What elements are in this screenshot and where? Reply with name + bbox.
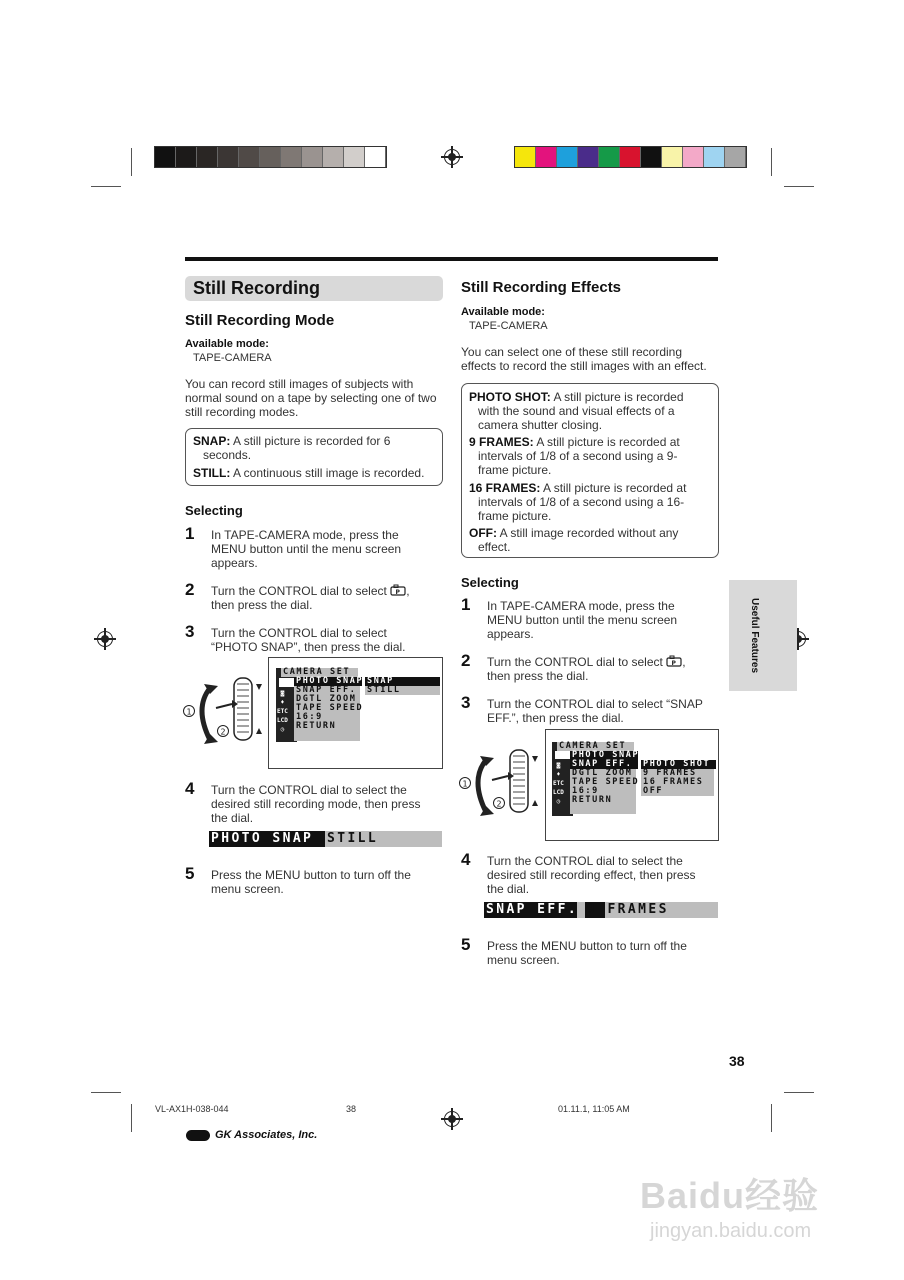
- step-text: Turn the CONTROL dial to select P , then press the dial.: [487, 655, 686, 683]
- step-text: Turn the CONTROL dial to select P , then press the dial.: [211, 584, 410, 612]
- definition-9-frames: 9 FRAMES: A still picture is recorded at intervals of 1/8 of a second using a 9- frame picture.: [469, 435, 680, 477]
- color-swatch: [344, 147, 365, 167]
- available-label: Available mode:: [185, 338, 269, 350]
- option-items: [643, 769, 703, 796]
- screen-display: [209, 831, 442, 847]
- section-title-box: [185, 276, 443, 301]
- step-number: 5: [461, 935, 471, 954]
- step-number: 2: [461, 651, 471, 670]
- mode-heading: Still Recording Mode: [185, 312, 335, 329]
- available-value: TAPE-CAMERA: [193, 352, 272, 364]
- option-off[interactable]: OFF: [643, 786, 664, 796]
- available-value: TAPE-CAMERA: [469, 320, 548, 332]
- menu-item-dgtl-zoom[interactable]: DGTL ZOOM: [572, 768, 633, 778]
- color-swatch: [599, 147, 620, 167]
- photo-camera-icon: [390, 584, 406, 596]
- control-dial-illustration: [180, 670, 270, 750]
- color-swatch: [281, 147, 302, 167]
- available-label: Available mode:: [461, 306, 545, 318]
- step-text: Turn the CONTROL dial to select “SNAP EFF.”, then press the dial.: [487, 697, 703, 725]
- crop-mark: [131, 1104, 132, 1132]
- menu-item-photo-snap[interactable]: PHOTO SNAP: [296, 676, 364, 686]
- color-swatch: [365, 147, 386, 167]
- crop-mark: [771, 1104, 772, 1132]
- color-swatch: [662, 147, 683, 167]
- menu-item-tape-speed[interactable]: TAPE SPEED: [572, 777, 640, 787]
- definition-photo-shot: PHOTO SHOT: A still picture is recorded with the sound and visual effects of a camera shutter closing.: [469, 390, 684, 432]
- color-swatch: [620, 147, 641, 167]
- intro-text: You can record still images of subjects with normal sound on a tape by selecting one of two still recording modes.: [185, 377, 437, 419]
- footer-page: 38: [346, 1104, 357, 1114]
- crop-mark: [784, 186, 814, 187]
- svg-text:1: 1: [462, 779, 468, 789]
- svg-text:1: 1: [186, 707, 192, 717]
- menu-screen: [268, 657, 443, 769]
- crop-mark: [131, 148, 132, 176]
- photo-camera-icon: [666, 655, 682, 667]
- crop-mark: [91, 186, 121, 187]
- control-dial-illustration: [456, 742, 546, 822]
- footer-file: VL-AX1H-038-044: [155, 1104, 229, 1114]
- effects-heading: Still Recording Effects: [461, 279, 622, 296]
- color-swatch: [155, 147, 176, 167]
- crop-mark: [91, 1092, 121, 1093]
- display-label: SNAP EFF.: [486, 902, 579, 917]
- registration-mark-icon: [441, 1108, 463, 1130]
- step-number: 3: [461, 693, 471, 712]
- selecting-heading: Selecting: [185, 503, 243, 518]
- side-tab: [729, 580, 797, 691]
- step-number: 1: [461, 595, 471, 614]
- step-text: Turn the CONTROL dial to select “PHOTO SNAP”, then press the dial.: [211, 626, 406, 654]
- svg-text:P: P: [395, 589, 401, 596]
- svg-text:P: P: [671, 660, 677, 667]
- definition-snap: SNAP: A still picture is recorded for 6 seconds.: [193, 434, 391, 462]
- color-calibration-bar: [514, 146, 747, 168]
- menu-item-snap-eff[interactable]: SNAP EFF.: [296, 685, 357, 695]
- color-swatch: [578, 147, 599, 167]
- definition-16-frames: 16 FRAMES: A still picture is recorded at intervals of 1/8 of a second using a 16- frame picture.: [469, 481, 687, 523]
- color-swatch: [197, 147, 218, 167]
- menu-item-dgtl-zoom[interactable]: DGTL ZOOM: [296, 694, 357, 704]
- color-swatch: [641, 147, 662, 167]
- option-9-frames[interactable]: 9 FRAMES: [643, 768, 697, 778]
- menu-header: CAMERA SET: [557, 742, 634, 751]
- page-number: 38: [729, 1053, 745, 1069]
- color-swatch: [239, 147, 260, 167]
- svg-text:2: 2: [220, 727, 226, 737]
- color-swatch: [725, 147, 746, 167]
- gray-calibration-bar: [154, 146, 387, 168]
- color-swatch: [704, 147, 725, 167]
- definition-off: OFF: A still image recorded without any effect.: [469, 526, 679, 554]
- selecting-heading: Selecting: [461, 575, 519, 590]
- option-photo-shot[interactable]: PHOTO SHOT: [641, 760, 716, 769]
- definition-still: STILL: A continuous still image is recorded.: [193, 466, 425, 480]
- color-swatch: [176, 147, 197, 167]
- menu-items: [296, 686, 363, 731]
- section-title: Still Recording: [193, 278, 321, 298]
- step-text: In TAPE-CAMERA mode, press the MENU button until the menu screen appears.: [211, 528, 402, 570]
- step-number: 4: [461, 850, 471, 869]
- color-swatch: [536, 147, 557, 167]
- footer-date: 01.11.1, 11:05 AM: [558, 1104, 630, 1114]
- color-swatch: [218, 147, 239, 167]
- screen-display: [484, 902, 718, 918]
- step-text: In TAPE-CAMERA mode, press the MENU button until the menu screen appears.: [487, 599, 678, 641]
- menu-item-16-9[interactable]: 16:9: [572, 786, 599, 796]
- menu-item-photo-snap[interactable]: PHOTO SNAP: [572, 750, 640, 760]
- menu-items: [572, 769, 639, 805]
- option-16-frames[interactable]: 16 FRAMES: [643, 777, 704, 787]
- color-swatch: [515, 147, 536, 167]
- menu-item-return[interactable]: RETURN: [572, 795, 613, 805]
- step-number: 2: [185, 580, 195, 599]
- display-value: STILL: [327, 831, 379, 846]
- step-number: 3: [185, 622, 195, 641]
- svg-text:2: 2: [496, 799, 502, 809]
- step-text: Turn the CONTROL dial to select the desired still recording effect, then press the dial.: [487, 854, 696, 896]
- menu-item-snap-eff[interactable]: SNAP EFF.: [570, 760, 638, 769]
- camera-icon: [555, 751, 570, 759]
- step-text: Press the MENU button to turn off the menu screen.: [487, 939, 687, 967]
- step-text: Press the MENU button to turn off the menu screen.: [211, 868, 411, 896]
- top-rule: [185, 257, 718, 261]
- crop-mark: [784, 1092, 814, 1093]
- crop-mark: [771, 148, 772, 176]
- camera-icon: [279, 678, 294, 687]
- watermark-logo: Baidu经验: [640, 1175, 820, 1216]
- step-number: 1: [185, 524, 195, 543]
- menu-header: CAMERA SET: [281, 668, 358, 677]
- side-tab-label: Useful Features: [749, 598, 760, 674]
- color-swatch: [557, 147, 578, 167]
- option-snap[interactable]: SNAP: [365, 677, 440, 686]
- color-swatch: [260, 147, 281, 167]
- step-number: 5: [185, 864, 195, 883]
- option-still[interactable]: STILL: [365, 686, 440, 695]
- step-number: 4: [185, 779, 195, 798]
- menu-screen: [545, 729, 719, 841]
- intro-text: You can select one of these still recording effects to record the still images with an effect.: [461, 345, 707, 373]
- color-swatch: [683, 147, 704, 167]
- color-swatch: [302, 147, 323, 167]
- watermark-url: jingyan.baidu.com: [650, 1220, 812, 1242]
- display-value: 9 FRAMES: [587, 902, 669, 917]
- menu-item-return[interactable]: RETURN: [296, 721, 337, 731]
- registration-mark-icon: [441, 146, 463, 168]
- menu-item-16-9[interactable]: 16:9: [296, 712, 323, 722]
- footer-logo-text: GK Associates, Inc.: [215, 1129, 318, 1141]
- menu-icon-labels: ◙ ♦ ETC LCD ◷: [553, 762, 564, 805]
- gk-logo-icon: [186, 1130, 210, 1141]
- registration-mark-icon: [94, 628, 116, 650]
- menu-icon-labels: ◙ ♦ ETC LCD ◷: [277, 690, 288, 733]
- step-text: Turn the CONTROL dial to select the desired still recording mode, then press the dial.: [211, 783, 421, 825]
- color-swatch: [323, 147, 344, 167]
- display-label: PHOTO SNAP: [209, 831, 325, 847]
- menu-item-tape-speed[interactable]: TAPE SPEED: [296, 703, 364, 713]
